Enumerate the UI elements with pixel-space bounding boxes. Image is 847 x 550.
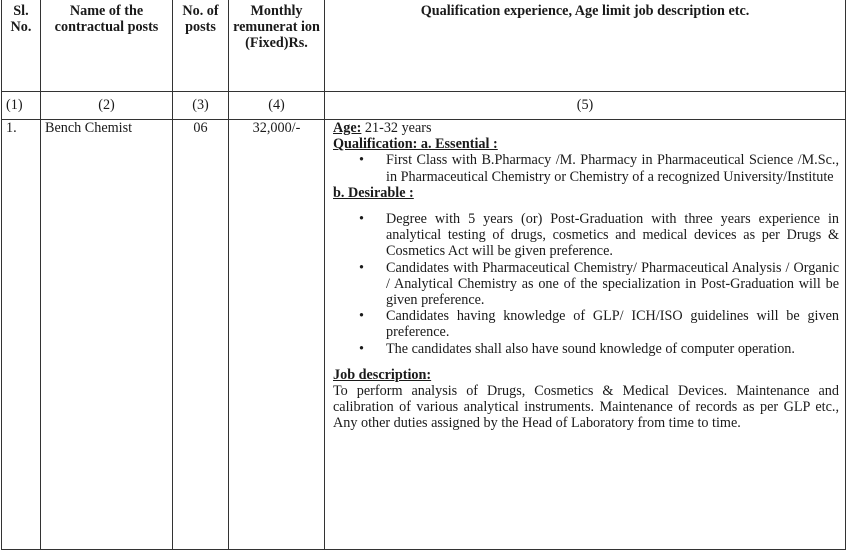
table-row [2,120,846,550]
pay: 32,000/- [229,120,325,550]
list-item: • Candidates with Pharmaceutical Chemistry/ Pharmaceutical Analysis / Organic / Analytical Chemistry as one of the specialization in Post-Graduation will be given preference. [386,260,839,309]
col-num: (4) [229,92,325,120]
sl-no: 1. [2,120,41,550]
column-number-row [2,92,846,120]
post-name: Bench Chemist [41,120,173,550]
header-post: Name of the contractual posts [41,0,173,92]
essential-label: Qualification: a. Essential : [333,136,498,153]
posts-table [1,0,846,550]
header-count: No. of posts [173,0,229,92]
list-item: • First Class with B.Pharmacy /M. Pharmacy in Pharmaceutical Science /M.Sc., in Pharmaceutical Chemistry or Chemistry of a recognized University/Institute [386,152,839,184]
col-num: (1) [2,92,41,120]
essential-list [333,152,839,184]
age-label: Age: [333,120,362,136]
age [333,120,839,136]
desirable-list [333,211,839,357]
post-count: 06 [173,120,229,550]
col-num: (3) [173,92,229,120]
header-qualification: Qualification experience, Age limit job description etc. [325,0,846,92]
header-pay: Monthly remunerat ion (Fixed)Rs. [229,0,325,92]
list-item: • Candidates having knowledge of GLP/ ICH/ISO guidelines will be given preference. [386,308,839,340]
qualification-cell [325,120,846,550]
job-text: To perform analysis of Drugs, Cosmetics & Medical Devices. Maintenance and calibration of various analytical instruments. Maintenance of records as per GLP etc., Any other duties assigned by the Head of Laboratory from time to time. [333,383,839,432]
col-num: (2) [41,92,173,120]
header-row [2,0,846,92]
job-label: Job description: [333,366,432,383]
age-value: 21-32 years [361,120,432,136]
list-item: • Degree with 5 years (or) Post-Graduation with three years experience in analytical testing of drugs, cosmetics and medical devices as per Drugs & Cosmetics Act will be given preference. [386,211,839,260]
col-num: (5) [325,92,846,120]
list-item: • The candidates shall also have sound knowledge of computer operation. [386,341,839,357]
header-sl: Sl. No. [2,0,41,92]
desirable-label: b. Desirable : [333,184,414,201]
